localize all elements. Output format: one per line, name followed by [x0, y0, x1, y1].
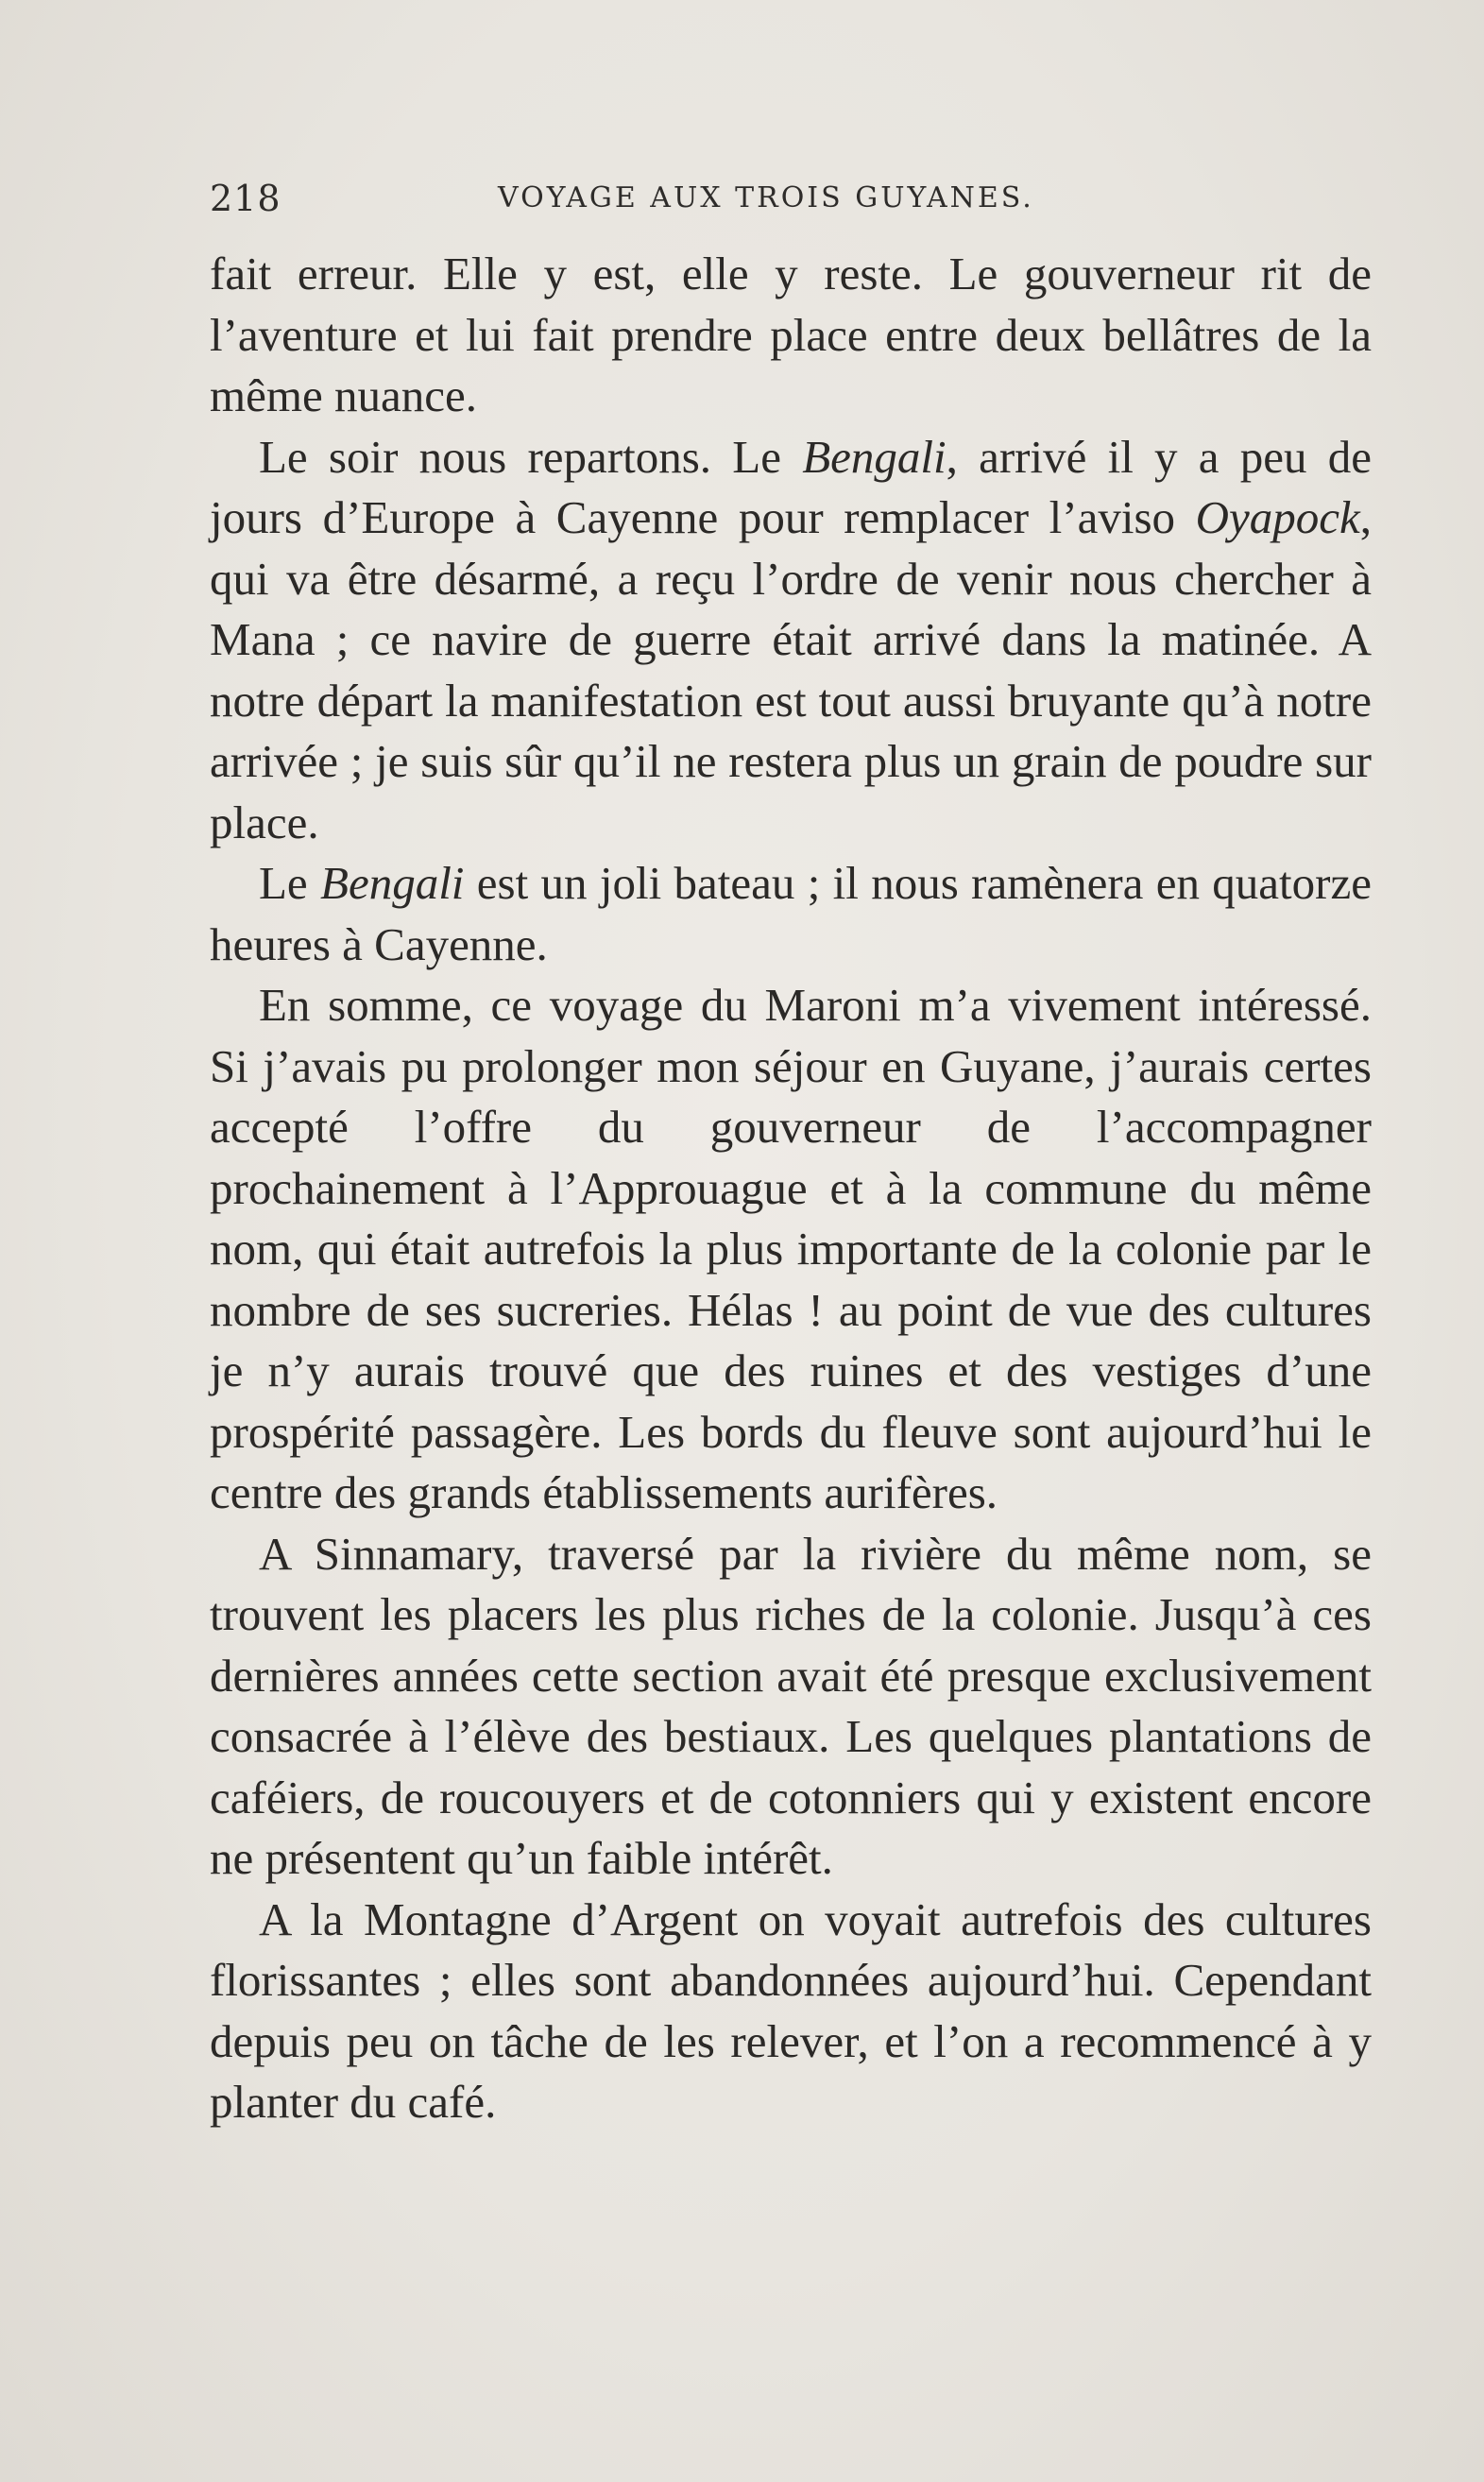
running-head — [210, 178, 1372, 225]
text-run: est un joli bateau ; il nous ramènera en quatorze heures à Cayenne. — [210, 857, 1372, 970]
text-run: , qui va être désarmé, a reçu l’ordre de venir nous chercher à Mana ; ce navire de guerre était arrivé dans la matinée. A notre départ la manifestation est tout aussi bruyante qu’à notre arrivée ; je suis sûr qu’il ne restera plus un grain de poudre sur place. — [210, 491, 1372, 848]
text-run: A Sinnamary, traversé par la rivière du même nom, se trouvent les placers les plus riches de la colonie. Jusqu’à ces dernières années cette section avait été presque exclusivement consacrée à l’élève des bestiaux. Les quelques plantations de caféiers, de roucouyers et de cotonniers qui y existent encore ne présentent qu’un faible intérêt. — [210, 1527, 1372, 1884]
paragraph — [210, 975, 1372, 1524]
italic-ship-name: Bengali — [320, 857, 465, 909]
paragraph — [210, 853, 1372, 975]
paragraph — [210, 1524, 1372, 1890]
text-run: Le soir nous repartons. Le — [259, 430, 803, 483]
body-text — [210, 244, 1372, 2133]
page-number: 218 — [210, 178, 281, 219]
paragraph — [210, 244, 1372, 427]
paragraph — [210, 1890, 1372, 2133]
text-run: En somme, ce voyage du Maroni m’a vivement intéressé. Si j’avais pu prolonger mon séjour en Guyane, j’aurais certes accepté l’offre du gouverneur de l’accompagner prochainement à l’Approuague et à la commune du même nom, qui était autrefois la plus importante de la colonie par le nombre de ses sucreries. Hélas ! au point de vue des cultures je n’y aurais trouvé que des ruines et des vestiges d’une prospérité passagère. Les bords du fleuve sont aujourd’hui le centre des grands établissements aurifères. — [210, 979, 1372, 1518]
text-run: Le — [259, 857, 321, 909]
italic-ship-name: Oyapock — [1195, 491, 1360, 543]
text-run: fait erreur. Elle y est, elle y reste. Le gouverneur rit de l’aventure et lui fait prendre place entre deux bellâtres de la même nuance. — [210, 248, 1372, 421]
italic-ship-name: Bengali — [802, 430, 947, 483]
running-title: VOYAGE AUX TROIS GUYANES. — [498, 181, 1034, 214]
paragraph — [210, 427, 1372, 854]
text-run: , arrivé il y a peu de jours d’Europe à Cayenne pour remplacer l’aviso — [210, 430, 1373, 543]
text-run: A la Montagne d’Argent on voyait autrefois des cultures florissantes ; elles sont abandonnées aujourd’hui. Cependant depuis peu on tâche de les relever, et l’on a recommencé à y planter du café. — [210, 1892, 1372, 2128]
